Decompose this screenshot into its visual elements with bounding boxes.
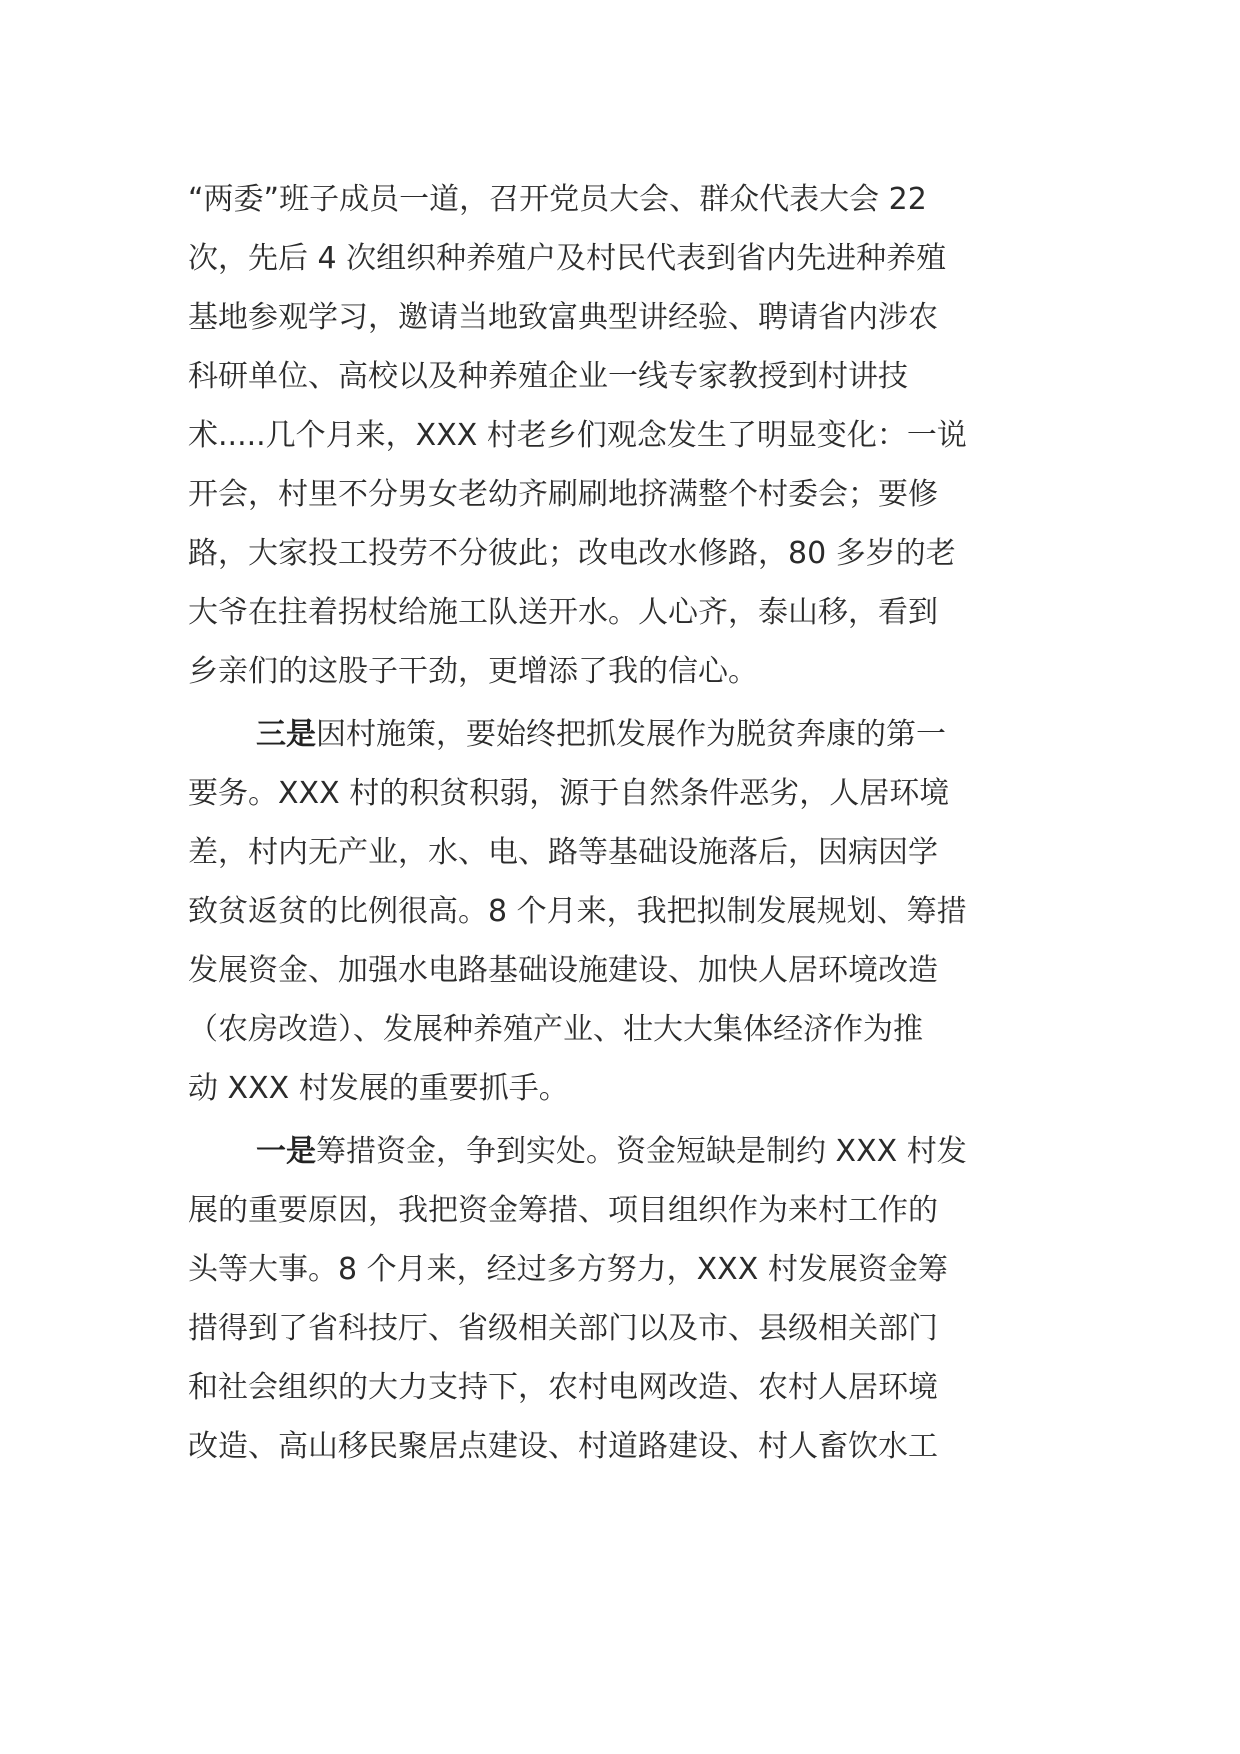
text-line: 大爷在拄着拐杖给施工队送开水。人心齐，泰山移，看到 [188,595,938,630]
paragraph-third-point [188,705,1058,1118]
paragraph-continuation [188,170,1058,701]
text-line: 致贫返贫的比例很高。8 个月来，我把拟制发展规划、筹措 [188,894,967,929]
bold-lead-in: 一是 [256,1134,316,1169]
text-line: 科研单位、高校以及种养殖企业一线专家教授到村讲技 [188,359,908,394]
text-line: “两委”班子成员一道，召开党员大会、群众代表大会 22 [188,182,927,217]
text-line: 乡亲们的这股子干劲，更增添了我的信心。 [188,654,758,689]
text-line: 措得到了省科技厅、省级相关部门以及市、县级相关部门 [188,1311,938,1346]
paragraph-first-subpoint [188,1122,1058,1476]
text-line: 次，先后 4 次组织种养殖户及村民代表到省内先进种养殖 [188,241,947,276]
text-line: 展的重要原因，我把资金筹措、项目组织作为来村工作的 [188,1193,938,1228]
text-line: 术.....几个月来，XXX 村老乡们观念发生了明显变化：一说 [188,418,967,453]
text-line: （农房改造）、发展种养殖产业、壮大大集体经济作为推 [188,1012,923,1047]
text-line [188,705,1058,764]
text-line: 基地参观学习，邀请当地致富典型讲经验、聘请省内涉农 [188,300,938,335]
text-run: 筹措资金，争到实处。资金短缺是制约 XXX 村发 [316,1134,967,1169]
text-line: 改造、高山移民聚居点建设、村道路建设、村人畜饮水工 [188,1429,938,1464]
text-line: 和社会组织的大力支持下，农村电网改造、农村人居环境 [188,1370,938,1405]
text-line: 头等大事。8 个月来，经过多方努力，XXX 村发展资金筹 [188,1252,948,1287]
text-run: 因村施策，要始终把抓发展作为脱贫奔康的第一 [316,717,946,752]
text-line: 开会，村里不分男女老幼齐刷刷地挤满整个村委会；要修 [188,477,938,512]
text-line: 发展资金、加强水电路基础设施建设、加快人居环境改造 [188,953,938,988]
document-body [188,170,1058,1476]
text-line: 差，村内无产业，水、电、路等基础设施落后，因病因学 [188,835,938,870]
text-line [188,1122,1058,1181]
bold-lead-in: 三是 [256,717,316,752]
text-line: 路，大家投工投劳不分彼此；改电改水修路，80 多岁的老 [188,536,956,571]
text-line: 要务。XXX 村的积贫积弱，源于自然条件恶劣，人居环境 [188,776,950,811]
text-line: 动 XXX 村发展的重要抓手。 [188,1071,569,1106]
